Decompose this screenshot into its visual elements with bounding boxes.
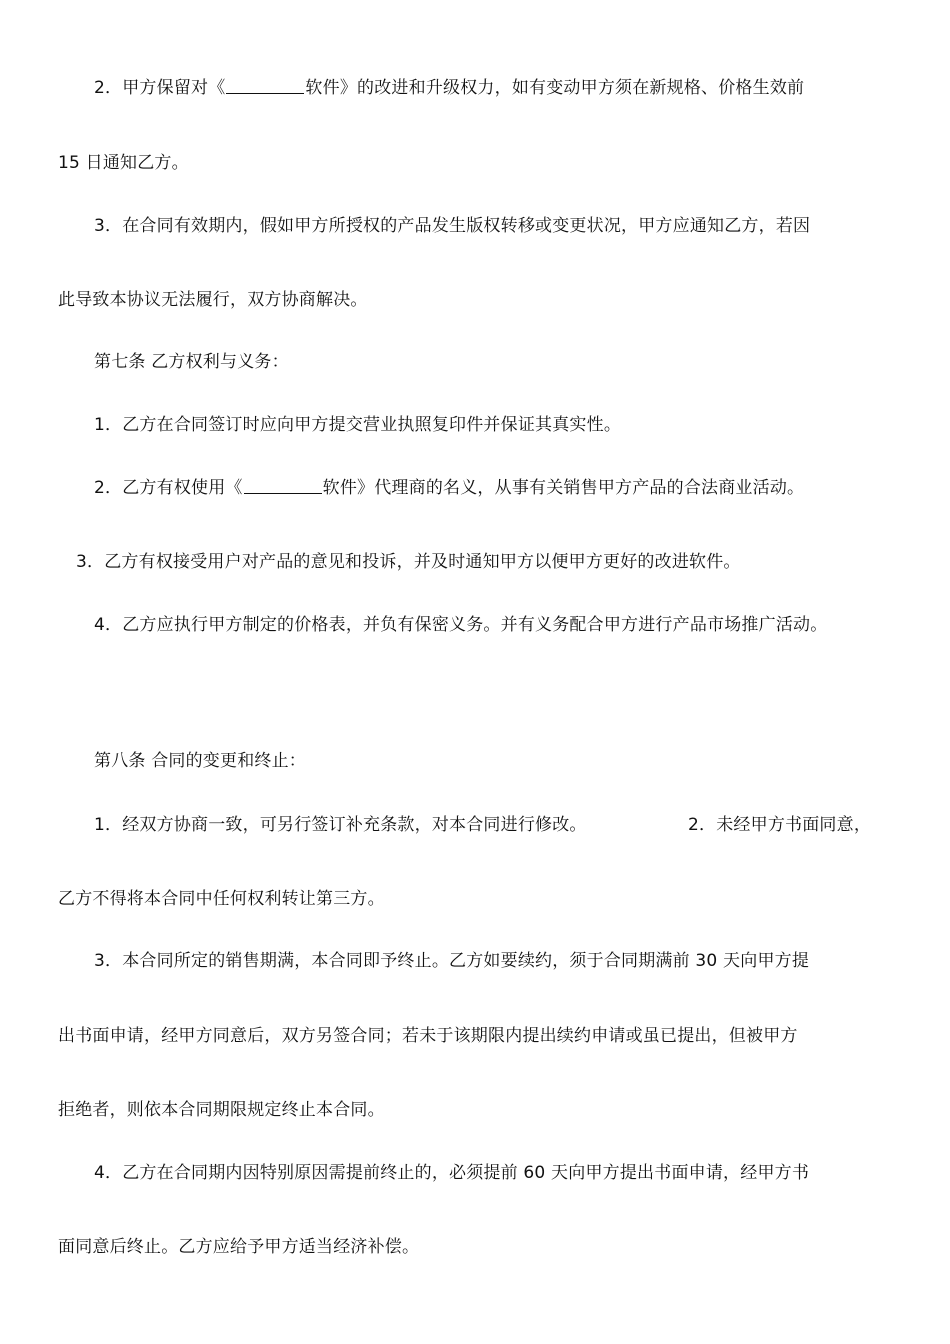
clause-8-item-3-line-2 (58, 1025, 798, 1047)
blank-underline (244, 477, 322, 494)
clause-6-item-3-line-1 (94, 215, 810, 237)
text-segment: 此导致本协议无法履行，双方协商解决。 (58, 290, 368, 310)
clause-6-item-2-line-2 (58, 152, 189, 174)
text-segment: 出书面申请，经甲方同意后，双方另签合同；若未于该期限内提出续约申请或虽已提出，但被甲方 (58, 1026, 798, 1046)
text-segment: 乙方不得将本合同中任何权利转让第三方。 (58, 889, 385, 909)
text-segment: 拒绝者，则依本合同期限规定终止本合同。 (58, 1100, 385, 1120)
text-segment: 2．甲方保留对《 (94, 78, 226, 98)
clause-8-item-4-line-2 (58, 1236, 419, 1258)
text-segment: 4．乙方在合同期内因特别原因需提前终止的，必须提前 60 天向甲方提出书面申请，经甲方书 (94, 1163, 810, 1183)
article-7-heading (94, 351, 289, 373)
clause-8-item-2-line-1 (688, 814, 871, 836)
text-segment: 3．在合同有效期内，假如甲方所授权的产品发生版权转移或变更状况，甲方应通知乙方，若因 (94, 216, 811, 236)
clause-7-item-4 (94, 614, 827, 636)
clause-6-item-3-line-2 (58, 289, 368, 311)
article-8-heading (94, 750, 306, 772)
clause-8-item-1 (94, 814, 587, 836)
clause-7-item-1 (94, 414, 621, 436)
text-segment: 2．未经甲方书面同意， (688, 815, 872, 835)
clause-8-item-3-line-3 (58, 1099, 385, 1121)
clause-7-item-2 (94, 477, 804, 499)
clause-8-item-4-line-1 (94, 1162, 809, 1184)
clause-8-item-3-line-1 (94, 950, 809, 972)
text-segment: 3．本合同所定的销售期满，本合同即予终止。乙方如要续约，须于合同期满前 30 天向甲方提 (94, 951, 810, 971)
text-segment: 3．乙方有权接受用户对产品的意见和投诉，并及时通知甲方以便甲方更好的改进软件。 (76, 552, 741, 572)
text-segment: 软件》代理商的名义，从事有关销售甲方产品的合法商业活动。 (322, 478, 805, 498)
text-segment: 4．乙方应执行甲方制定的价格表，并负有保密义务。并有义务配合甲方进行产品市场推广活动。 (94, 615, 828, 635)
text-segment: 软件》的改进和升级权力，如有变动甲方须在新规格、价格生效前 (305, 78, 805, 98)
clause-6-item-2-line-1 (94, 77, 804, 99)
clause-7-item-3 (76, 551, 741, 573)
text-segment: 面同意后终止。乙方应给予甲方适当经济补偿。 (58, 1237, 420, 1257)
text-segment: 2．乙方有权使用《 (94, 478, 243, 498)
text-segment: 1．乙方在合同签订时应向甲方提交营业执照复印件并保证其真实性。 (94, 415, 622, 435)
text-segment: 1．经双方协商一致，可另行签订补充条款，对本合同进行修改。 (94, 815, 587, 835)
clause-8-item-2-line-2 (58, 888, 385, 910)
text-segment: 15 日通知乙方。 (58, 153, 189, 173)
text-segment: 第八条 合同的变更和终止： (94, 751, 307, 771)
text-segment: 第七条 乙方权利与义务： (94, 352, 289, 372)
blank-underline (226, 77, 304, 94)
